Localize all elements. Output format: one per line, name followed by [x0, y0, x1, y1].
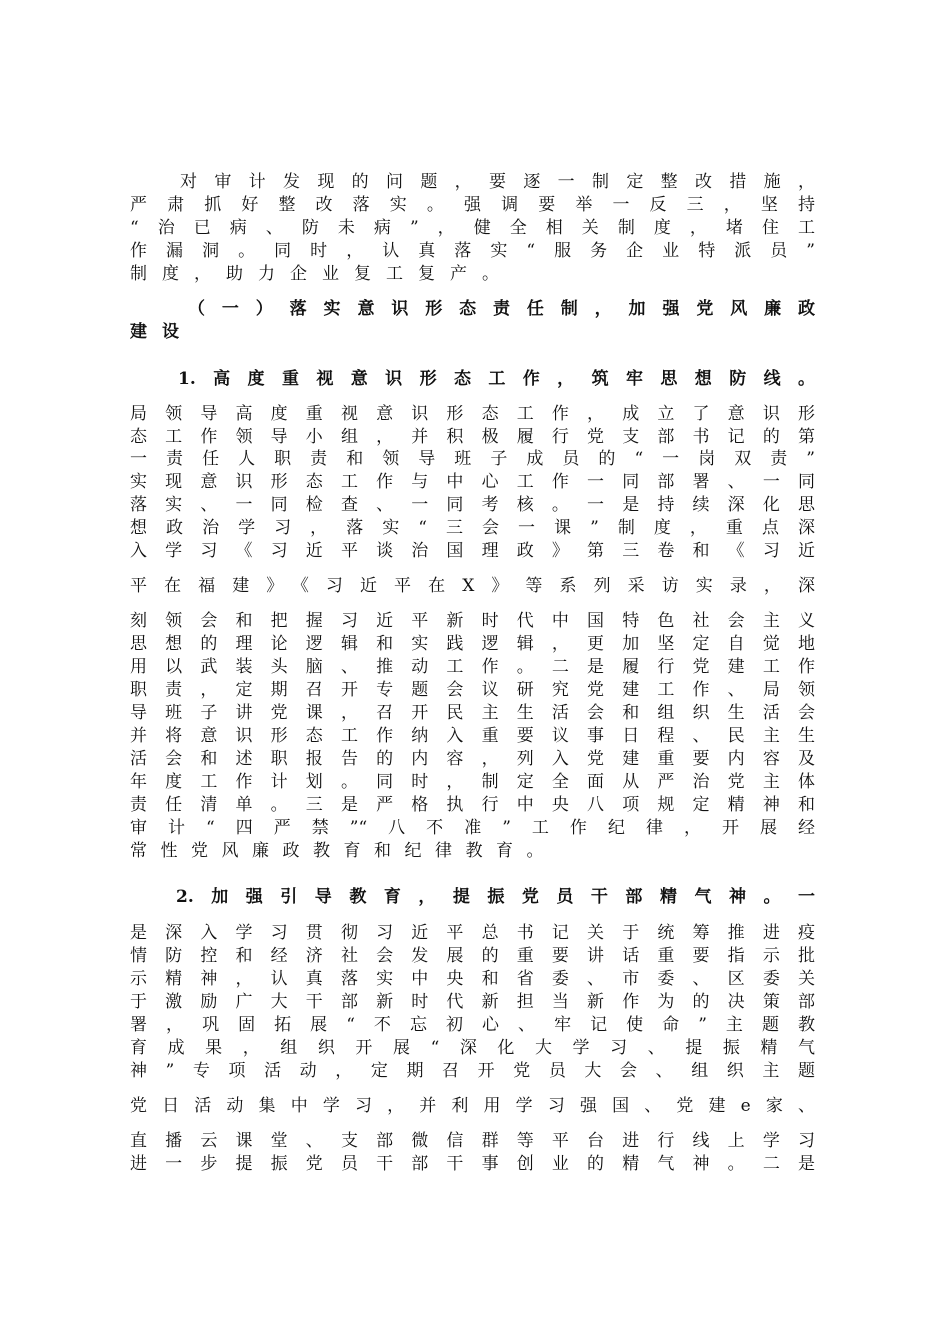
paragraph-line: 一责任人职责和领导班子成员的“一岗双责”	[130, 449, 815, 469]
paragraph-line: 示精神，认真落实中央和省委、市委、区委关	[130, 969, 815, 989]
paragraph-line: 育成果，组织开展“深化大学习、提振精气	[130, 1038, 815, 1058]
paragraph-line: 想政治学习，落实“三会一课”制度，重点深	[130, 518, 815, 538]
paragraph-line: 入学习《习近平谈治国理政》第三卷和《习近	[130, 541, 815, 561]
paragraph-line: 年度工作计划。同时，制定全面从严治党主体	[130, 772, 815, 792]
paragraph-line: 常性党风廉政教育和纪律教育。	[130, 841, 557, 861]
paragraph-line: 制度，助力企业复工复产。	[130, 264, 514, 284]
paragraph-line: 活会和述职报告的内容，列入党建重要内容及	[130, 749, 815, 769]
paragraph-line: 职责，定期召开专题会议研究党建工作、局领	[130, 680, 815, 700]
paragraph-line: 严肃抓好整改落实。强调要举一反三，坚持	[130, 195, 815, 215]
paragraph-line: 用以武装头脑、推动工作。二是履行党建工作	[130, 657, 815, 677]
paragraph-line: 思想的理论逻辑和实践逻辑，更加坚定自觉地	[130, 634, 815, 654]
paragraph-line: 态工作领导小组，并积极履行党支部书记的第	[130, 427, 815, 447]
paragraph-line: 实现意识形态工作与中心工作一同部署、一同	[130, 472, 815, 492]
paragraph-line: 作漏洞。同时，认真落实“服务企业特派员”	[130, 241, 815, 261]
paragraph-line: 对审计发现的问题，要逐一制定整改措施，	[180, 172, 815, 192]
paragraph-line: 并将意识形态工作纳入重要议事日程、民主生	[130, 726, 815, 746]
paragraph-line: 审计“四严禁”“八不准”工作纪律，开展经	[130, 818, 815, 838]
paragraph-line: 神”专项活动，定期召开党员大会、组织主题	[130, 1061, 815, 1081]
paragraph-line: 进一步提振党员干部干事创业的精气神。二是	[130, 1154, 815, 1174]
paragraph-line: 局领导高度重视意识形态工作，成立了意识形	[130, 404, 815, 424]
paragraph-line: “治已病、防未病”，健全相关制度，堵住工	[130, 218, 815, 238]
paragraph-line: 平在福建》《习近平在X》等系列采访实录，深	[130, 576, 815, 596]
paragraph-line: 情防控和经济社会发展的重要讲话重要指示批	[130, 946, 815, 966]
paragraph-line: 于激励广大干部新时代新担当新作为的决策部	[130, 992, 815, 1012]
section-heading: （一）落实意识形态责任制，加强党风廉政	[188, 299, 815, 319]
subheading-1: 1.高度重视意识形态工作，筑牢思想防线。	[178, 369, 815, 389]
subheading-2: 2.加强引导教育，提振党员干部精气神。一	[176, 887, 815, 907]
paragraph-line: 是深入学习贯彻习近平总书记关于统筹推进疫	[130, 923, 815, 943]
section-heading: 建设	[130, 322, 194, 342]
paragraph-line: 党日活动集中学习，并利用学习强国、党建e家、	[130, 1096, 815, 1116]
paragraph-line: 署，巩固拓展“不忘初心、牢记使命”主题教	[130, 1015, 815, 1035]
paragraph-line: 刻领会和把握习近平新时代中国特色社会主义	[130, 611, 815, 631]
paragraph-line: 落实、一同检查、一同考核。一是持续深化思	[130, 495, 815, 515]
paragraph-line: 责任清单。三是严格执行中央八项规定精神和	[130, 795, 815, 815]
paragraph-line: 导班子讲党课，召开民主生活会和组织生活会	[130, 703, 815, 723]
paragraph-line: 直播云课堂、支部微信群等平台进行线上学习	[130, 1131, 815, 1151]
